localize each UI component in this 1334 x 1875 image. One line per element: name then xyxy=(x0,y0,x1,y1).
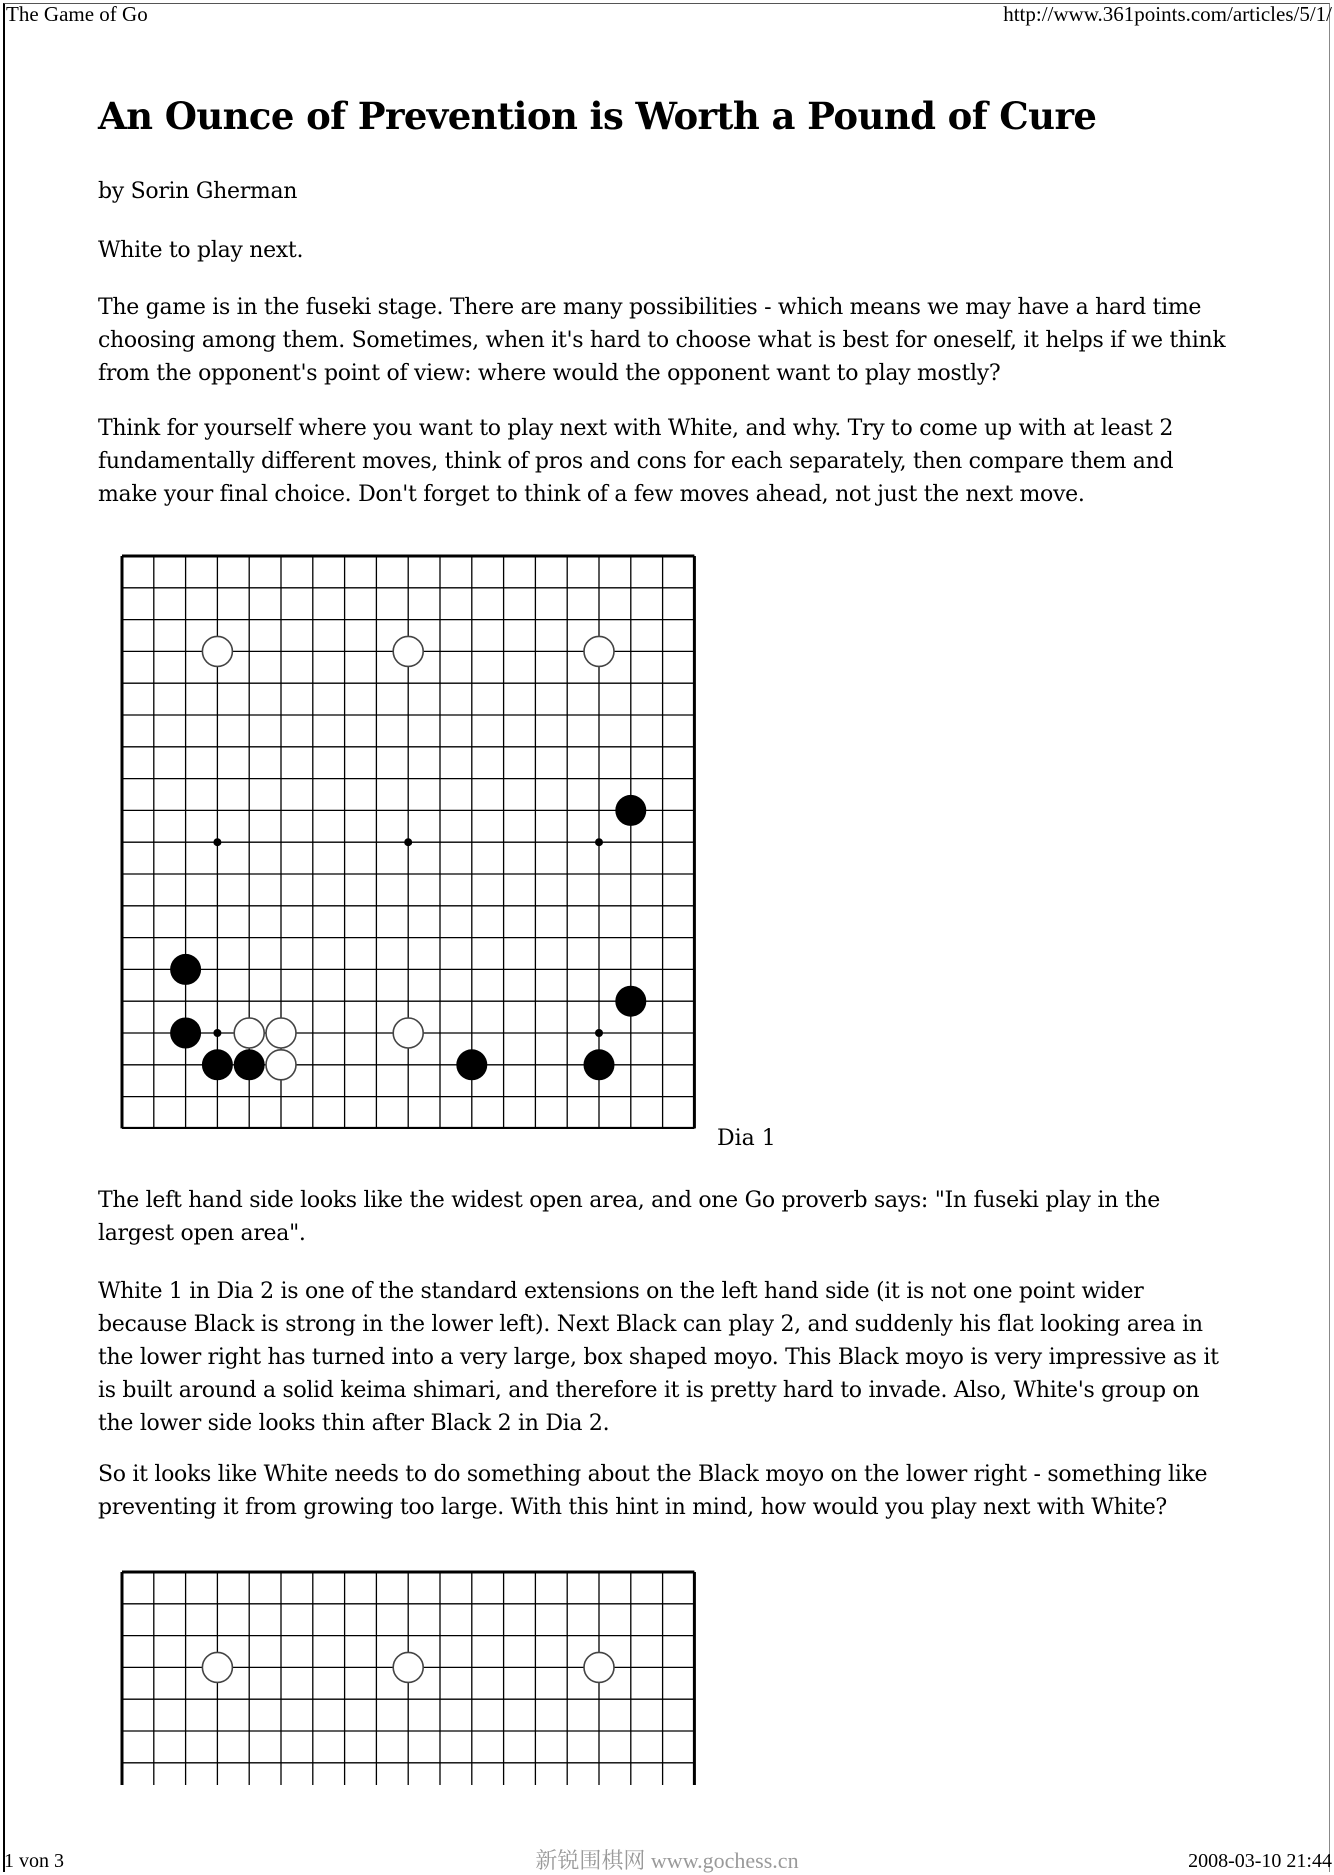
black-stone xyxy=(202,1049,233,1080)
paragraph-4: White 1 in Dia 2 is one of the standard extensions on the left hand side (it is not one point wider because Black is strong in the lower left). Next Black can play 2, and suddenly his flat looking area in the lower right has turned into a very large, box shaped moyo. This Black moyo is very impressive as it is built around a solid keima shimari, and therefore it is pretty hard to invade. Also, White's group on the lower side looks thin after Black 2 in Dia 2. xyxy=(98,1279,1219,1436)
black-stone xyxy=(584,1049,615,1080)
go-board-dia2 xyxy=(120,1570,697,1795)
paragraph-2: Think for yourself where you want to play next with White, and why. Try to come up with at least 2 fundamentally different moves, think of pros and cons for each separately, then compare them and make your final choice. Don't forget to think of a few moves ahead, not just the next move. xyxy=(98,416,1174,507)
print-header-url: http://www.361points.com/articles/5/1/ xyxy=(1003,2,1332,26)
white-stone xyxy=(202,636,232,666)
white-stone xyxy=(393,1652,423,1682)
black-stone xyxy=(615,986,646,1017)
white-stone xyxy=(266,1018,296,1048)
paragraph-5: So it looks like White needs to do something about the Black moyo on the lower right - something like preventing it from growing too large. With this hint in mind, how would you play next with White? xyxy=(98,1462,1208,1520)
hoshi-point xyxy=(595,838,603,846)
white-stone xyxy=(584,1652,614,1682)
white-stone xyxy=(584,636,614,666)
hoshi-point xyxy=(213,1029,221,1037)
article-author: by Sorin Gherman xyxy=(98,179,298,204)
white-stone xyxy=(266,1050,296,1080)
white-stone xyxy=(393,636,423,666)
black-stone xyxy=(456,1049,487,1080)
hoshi-point xyxy=(404,838,412,846)
black-stone xyxy=(170,954,201,985)
dia1-label: Dia 1 xyxy=(717,1126,776,1151)
print-header-title: The Game of Go xyxy=(6,2,148,26)
white-stone xyxy=(234,1018,264,1048)
intro-text: White to play next. xyxy=(98,238,304,263)
white-stone xyxy=(202,1652,232,1682)
black-stone xyxy=(170,1018,201,1049)
print-footer-date: 2008-03-10 21:44 xyxy=(1188,1850,1332,1872)
paragraph-3: The left hand side looks like the widest open area, and one Go proverb says: "In fuseki play in the largest open area". xyxy=(98,1188,1160,1246)
hoshi-point xyxy=(213,838,221,846)
white-stone xyxy=(393,1018,423,1048)
hoshi-point xyxy=(595,1029,603,1037)
black-stone xyxy=(615,795,646,826)
black-stone xyxy=(234,1049,265,1080)
print-footer-page: 1 von 3 xyxy=(4,1850,64,1872)
go-board-dia1 xyxy=(120,554,697,1129)
article-title: An Ounce of Prevention is Worth a Pound of Cure xyxy=(98,94,1097,138)
print-footer-watermark: 新锐围棋网 www.gochess.cn xyxy=(535,1848,799,1873)
paragraph-1: The game is in the fuseki stage. There are many possibilities - which means we may have a hard time choosing among them. Sometimes, when it's hard to choose what is best for oneself, it helps if we think from the opponent's point of view: where would the opponent want to play mostly? xyxy=(98,295,1226,386)
